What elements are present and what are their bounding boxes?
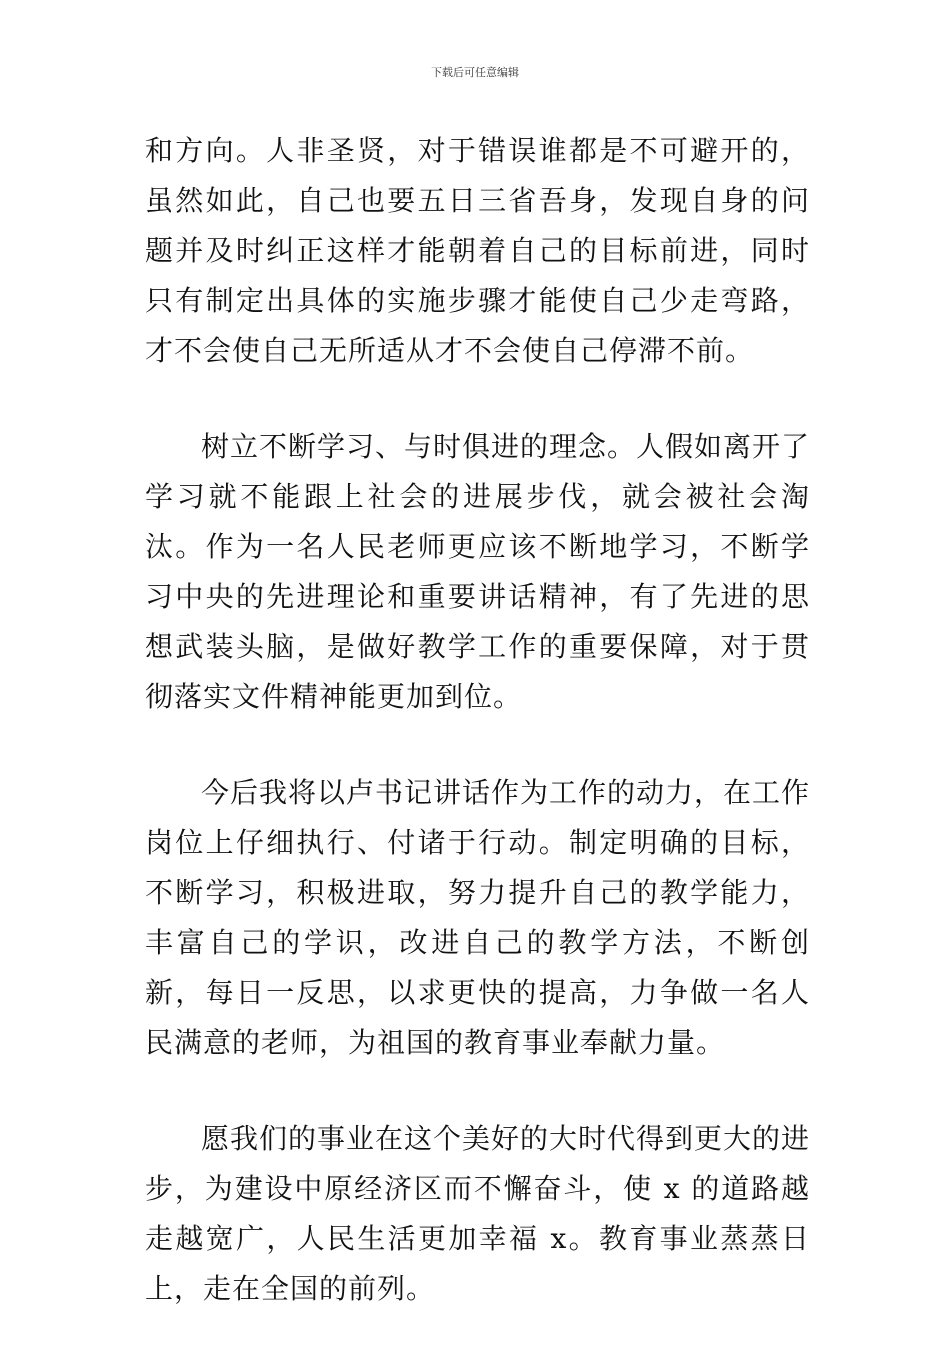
document-body bbox=[145, 126, 810, 1360]
page-header: 下载后可任意编辑 bbox=[431, 66, 519, 79]
paragraph-continuation: 和方向。人非圣贤，对于错误谁都是不可避开的，虽然如此，自己也要五日三省吾身，发现自身的问题并及时纠正这样才能朝着自己的目标前进，同时只有制定出具体的实施步骤才能使自己少走弯路，才不会使自己无所适从才不会使自己停滞不前。 bbox=[145, 134, 810, 367]
paragraph-closing-wish: 愿我们的事业在这个美好的大时代得到更大的进步，为建设中原经济区而不懈奋斗，使 x 的道路越走越宽广，人民生活更加幸福 x。教育事业蒸蒸日上，走在全国的前列。 bbox=[145, 1122, 811, 1305]
paragraph-learning: 树立不断学习、与时俱进的理念。人假如离开了学习就不能跟上社会的进展步伐，就会被社会淘汰。作为一名人民老师更应该不断地学习，不断学习中央的先进理论和重要讲话精神，有了先进的思想武装头脑，是做好教学工作的重要保障，对于贯彻落实文件精神能更加到位。 bbox=[145, 430, 811, 713]
paragraph-future-work: 今后我将以卢书记讲话作为工作的动力，在工作岗位上仔细执行、付诸于行动。制定明确的目标，不断学习，积极进取，努力提升自己的教学能力，丰富自己的学识，改进自己的教学方法，不断创新，每日一反思，以求更快的提高，力争做一名人民满意的老师，为祖国的教育事业奉献力量。 bbox=[145, 776, 811, 1059]
